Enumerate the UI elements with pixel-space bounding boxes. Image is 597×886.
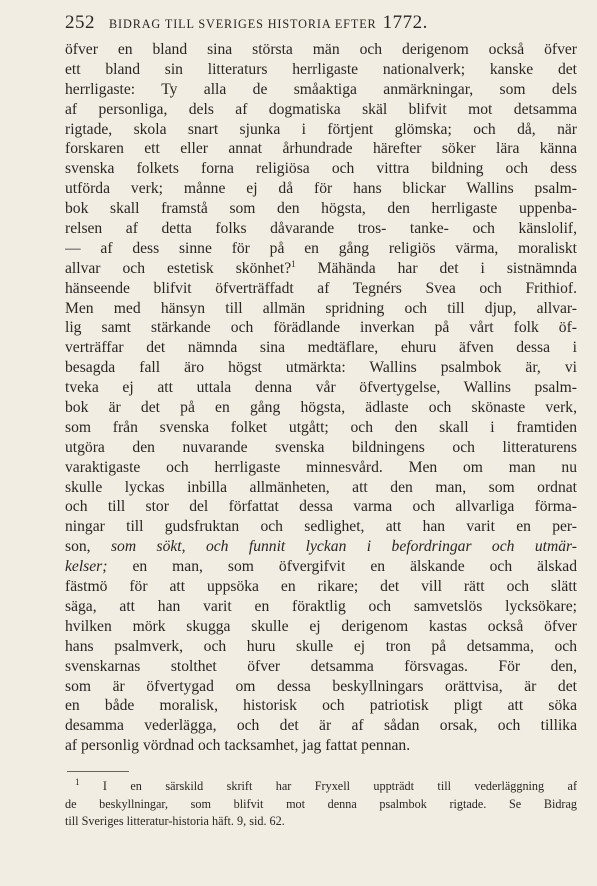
text-line: som är öfvertygad om dessa beskyllningars orättvisa, är det	[65, 677, 577, 695]
text-line: hvilken mörk skugga skulle ej derigenom kastas också öfver	[65, 617, 577, 635]
text-line: af personliga, dels af dogmatiska skäl blifvit mot detsamma	[65, 100, 577, 118]
italic-quote: som sökt, och funnit lyckan i befordringar och utmär-	[110, 538, 577, 556]
text-line: svenskarnas stolthet öfver detsamma försvagas. För den,	[65, 657, 577, 675]
text-line: hans psalmverk, och huru skulle ej tron på detsamma, och	[65, 637, 577, 655]
text-line: bok skall framstå som den högsta, den herrligaste uppenba-	[65, 200, 577, 218]
text-line: hänseende blifvit öfverträffadt af Tegnérs Svea och Frithiof.	[65, 279, 577, 297]
text-line: skulle lyckas inbilla allmänheten, att den man, som ordnat	[65, 478, 577, 496]
italic-quote: kelser;	[65, 558, 108, 576]
text-line: rigtade, skola snart sjunka i förtjent glömska; och då, när	[65, 120, 577, 138]
text-line: en både moralisk, historisk och patriotisk pligt att söka	[65, 697, 577, 715]
text-line: forskaren ett eller annat århundrade härefter söker lära känna	[65, 140, 577, 158]
text-line	[65, 537, 577, 557]
footnote	[65, 778, 577, 831]
text-line: varaktigaste och herrligaste minnesvård. Men om man nu	[65, 458, 577, 476]
text-line: ningar till gudsfruktan och sedlighet, att han varit en per-	[65, 518, 577, 536]
text-segment: son,	[65, 538, 91, 556]
text-line: utförda verk; månne ej då för hans blickar Wallins psalm-	[65, 180, 577, 198]
text-line: af personlig vördnad och tacksamhet, jag fattat pennan.	[65, 737, 411, 755]
footnote-marker: 1	[75, 778, 80, 787]
text-segment: allvar och estetisk skönhet?	[65, 259, 292, 277]
footnote-reference: 1	[291, 258, 296, 269]
text-segment: Mähända har det i sistnämnda	[317, 259, 577, 277]
text-line: herrligaste: Ty alla de småaktiga anmärkningar, som dels	[65, 80, 577, 98]
text-segment: en man, som öfvergifvit en älskande och älskad	[132, 558, 577, 576]
text-line: svenska folkets forna religiösa och vittra bildning och dess	[65, 160, 577, 178]
text-line: relsen af detta folks dåvarande tros- tanke- och känslolif,	[65, 220, 577, 238]
footnote-text: I en särskild skrift har Fryxell uppträdt till vederläggning af	[102, 779, 577, 793]
text-line: ett bland sin litteraturs herrligaste nationalverk; kanske det	[65, 60, 577, 78]
text-line: desamma vederlägga, och det är af sådan orsak, och tillika	[65, 717, 577, 735]
text-line: Men med hänsyn till allmän spridning och till djup, allvar-	[65, 299, 577, 317]
text-line	[65, 259, 577, 279]
text-line: — af dess sinne för på en gång religiös värma, moraliskt	[65, 239, 577, 257]
text-line: lig samt stärkande och förädlande inverkan på vårt folk öf-	[65, 319, 577, 337]
text-line: säga, att han varit en föraktlig och samvetslös lycksökare;	[65, 597, 577, 615]
text-line: bok är det på en gång högsta, ädlaste och skönaste verk,	[65, 399, 577, 417]
text-line: utgöra den nuvarande svenska bildningens och litteraturens	[65, 438, 577, 456]
footnote-line: till Sveriges litteratur-historia häft. 9, sid. 62.	[65, 814, 285, 828]
footnote-divider	[67, 771, 129, 772]
text-line: tveka ej att uttala denna vår öfvertygelse, Wallins psalm-	[65, 379, 577, 397]
text-line: och till stor del författat dessa varma och allvarliga förma-	[65, 498, 577, 516]
footnote-line	[65, 778, 577, 796]
footnote-line: de beskyllningar, som blifvit mot denna psalmbok rigtade. Se Bidrag	[65, 796, 577, 811]
text-line: öfver en bland sina största män och derigenom också öfver	[65, 41, 577, 58]
header-year: 1772.	[382, 12, 428, 33]
running-title: BIDRAG TILL SVERIGES HISTORIA EFTER	[109, 17, 377, 31]
text-line: fästmö för att uppsöka en rikare; det vill rätt och slätt	[65, 578, 577, 596]
text-line: som från svenska folket utgått; och den skall i framtiden	[65, 418, 577, 436]
text-line: verträffar det nämnda sina medtäflare, ehuru äfven dessa i	[65, 339, 577, 357]
main-text	[65, 40, 577, 756]
running-header	[65, 12, 585, 42]
text-line: besagda fall äro högst utmärkta: Wallins psalmbok är, vi	[65, 359, 577, 377]
text-line	[65, 557, 577, 577]
page-number: 252	[65, 12, 95, 33]
